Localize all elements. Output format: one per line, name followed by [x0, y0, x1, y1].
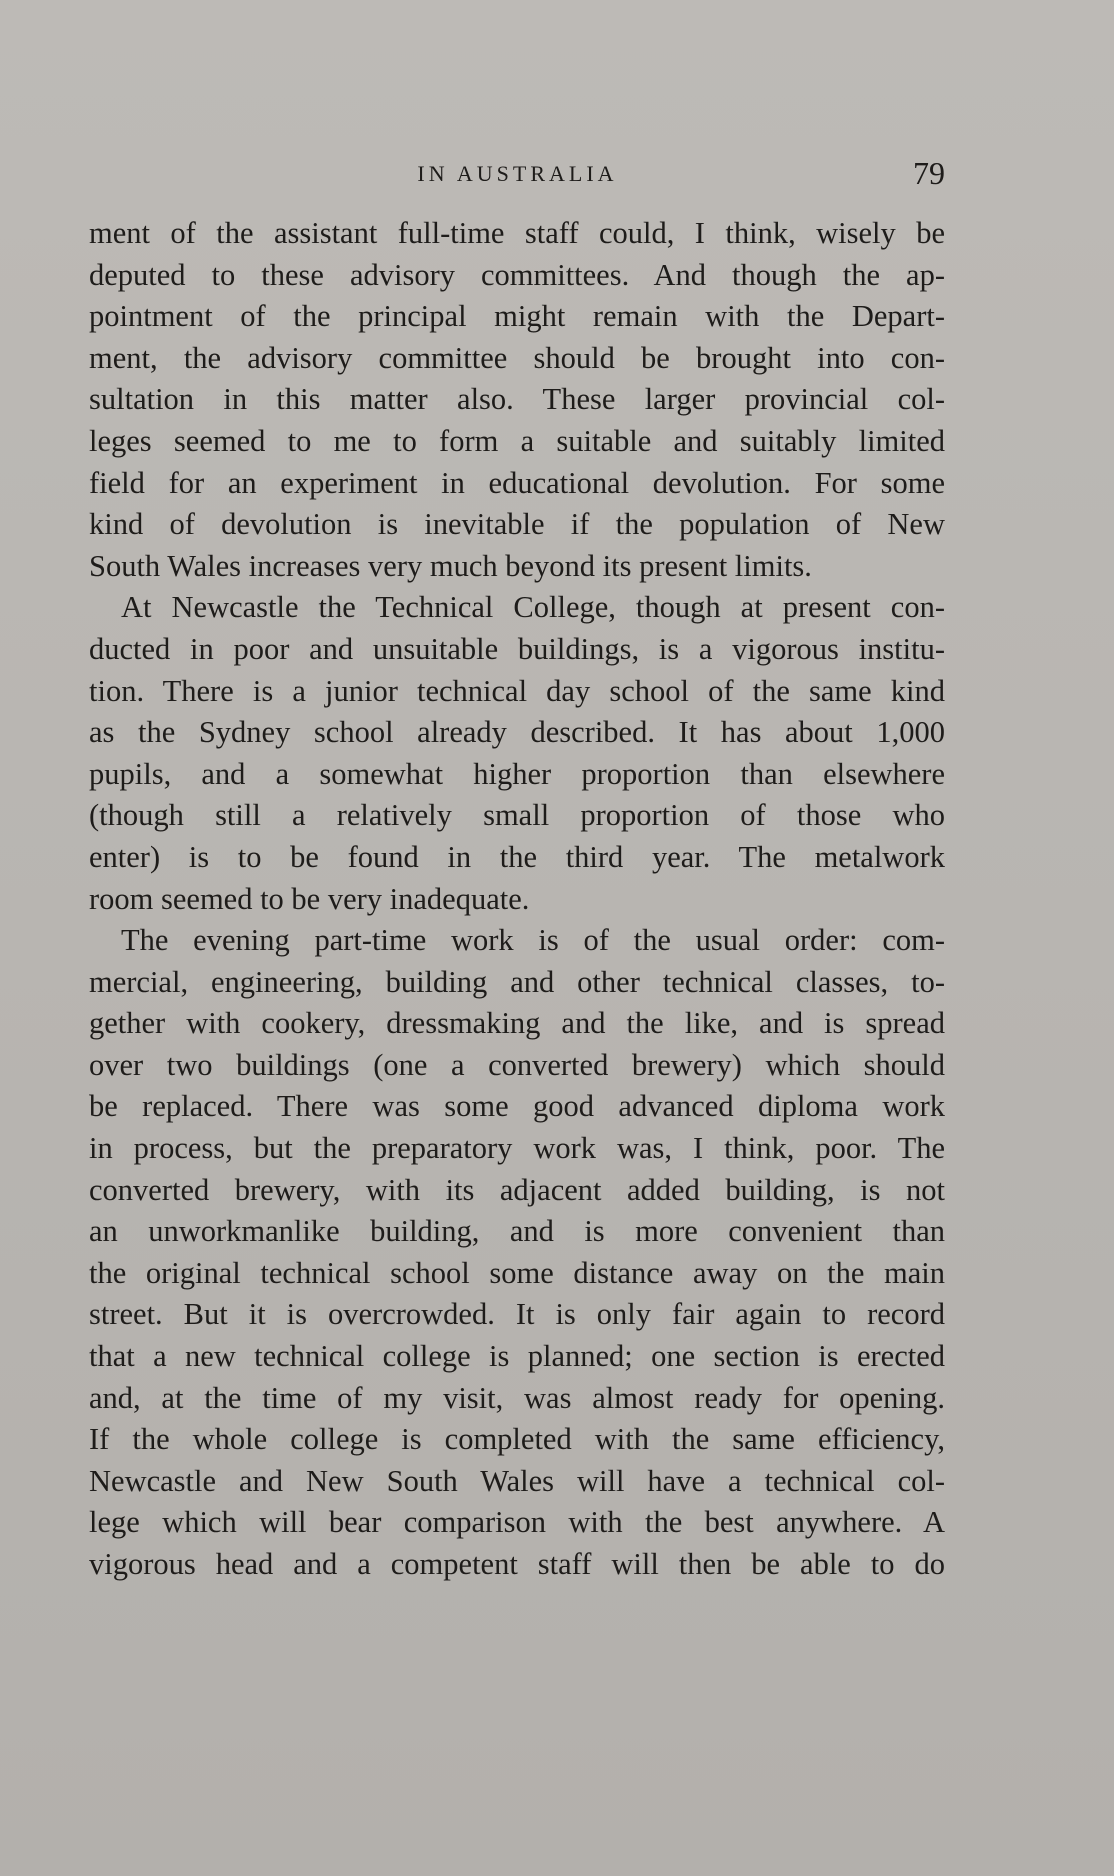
- text-line: that a new technical college is planned; one section is erected: [89, 1339, 945, 1374]
- paragraph: [89, 587, 945, 920]
- page-number: 79: [913, 155, 945, 191]
- text-line: in process, but the preparatory work was, I think, poor. The: [89, 1131, 945, 1166]
- text-line: the original technical school some distance away on the main: [89, 1255, 945, 1290]
- text-line: be replaced. There was some good advanced diploma work: [89, 1089, 945, 1124]
- text-line: ment, the advisory committee should be brought into con-: [89, 340, 945, 375]
- text-line: ment of the assistant full-time staff could, I think, wisely be: [89, 216, 945, 250]
- text-line: pointment of the principal might remain with the Depart-: [89, 299, 945, 334]
- text-line: and, at the time of my visit, was almost ready for opening.: [89, 1380, 945, 1415]
- text-line: (though still a relatively small proportion of those who: [89, 798, 945, 833]
- running-title: IN AUSTRALIA: [417, 161, 618, 186]
- text-line: kind of devolution is inevitable if the population of New: [89, 507, 945, 542]
- text-line: converted brewery, with its adjacent added building, is not: [89, 1172, 945, 1207]
- text-line: field for an experiment in educational devolution. For some: [89, 465, 945, 500]
- text-line: If the whole college is completed with the same efficiency,: [89, 1422, 945, 1457]
- text-line: pupils, and a somewhat higher proportion than elsewhere: [89, 756, 945, 791]
- text-line: mercial, engineering, building and other technical classes, to-: [89, 964, 945, 999]
- text-line: over two buildings (one a converted brewery) which should: [89, 1047, 945, 1082]
- text-line: tion. There is a junior technical day school of the same kind: [89, 673, 945, 708]
- text-line: gether with cookery, dressmaking and the like, and is spread: [89, 1006, 945, 1041]
- text-line: lege which will bear comparison with the best anywhere. A: [89, 1505, 945, 1540]
- text-line: At Newcastle the Technical College, though at present con-: [121, 590, 945, 625]
- text-line: South Wales increases very much beyond its present limits.: [89, 548, 812, 583]
- text-line: an unworkmanlike building, and is more convenient than: [89, 1214, 945, 1249]
- paragraph: [89, 213, 945, 587]
- text-line: sultation in this matter also. These larger provincial col-: [89, 382, 945, 417]
- paragraph: [89, 920, 945, 1586]
- text-line: deputed to these advisory committees. And though the ap-: [89, 257, 945, 292]
- text-line: street. But it is overcrowded. It is only fair again to record: [89, 1297, 945, 1332]
- text-line: vigorous head and a competent staff will then be able to do: [89, 1547, 945, 1581]
- text-line: Newcastle and New South Wales will have a technical col-: [89, 1463, 945, 1498]
- running-head: [90, 155, 945, 195]
- text-line: The evening part-time work is of the usual order: com-: [121, 923, 945, 958]
- body-text: [89, 213, 945, 1586]
- text-line: enter) is to be found in the third year. The metalwork: [89, 839, 945, 874]
- text-line: ducted in poor and unsuitable buildings, is a vigorous institu-: [89, 631, 945, 666]
- text-line: as the Sydney school already described. It has about 1,000: [89, 715, 945, 750]
- text-line: room seemed to be very inadequate.: [89, 881, 530, 916]
- text-line: leges seemed to me to form a suitable and suitably limited: [89, 423, 945, 458]
